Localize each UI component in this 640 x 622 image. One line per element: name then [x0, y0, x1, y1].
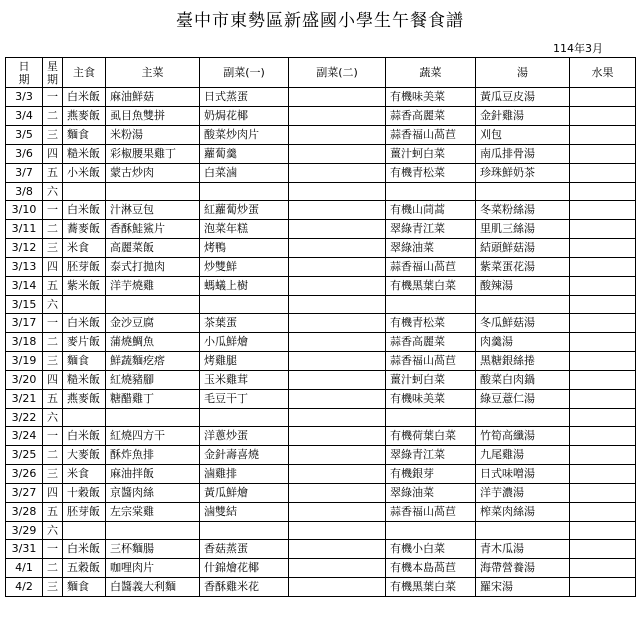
vegetable-cell: 有機山茼蒿 [386, 201, 476, 220]
date-cell: 3/19 [6, 352, 43, 371]
side-dish-1-cell: 炒雙鮮 [200, 258, 289, 277]
side-dish-2-cell [289, 503, 386, 522]
soup-cell: 珍珠鮮奶茶 [476, 164, 570, 183]
vegetable-cell: 有機味美菜 [386, 88, 476, 107]
staple-cell: 大麥飯 [63, 446, 106, 465]
staple-cell: 麵食 [63, 126, 106, 145]
staple-cell: 小米飯 [63, 164, 106, 183]
date-cell: 3/12 [6, 239, 43, 258]
soup-cell: 結頭鮮菇湯 [476, 239, 570, 258]
fruit-cell [570, 201, 636, 220]
header-weekday-label: 星期 [47, 59, 58, 86]
header-side2: 副菜(二) [289, 58, 386, 88]
weekday-cell: 四 [43, 145, 63, 164]
side-dish-1-cell: 金針壽喜燒 [200, 446, 289, 465]
main-dish-cell: 白醬義大利麵 [106, 578, 200, 597]
date-cell: 3/4 [6, 107, 43, 126]
side-dish-2-cell [289, 427, 386, 446]
staple-cell: 燕麥飯 [63, 390, 106, 409]
main-dish-cell: 彩椒腰果雞丁 [106, 145, 200, 164]
weekday-cell: 二 [43, 220, 63, 239]
main-dish-cell: 香酥鮭鯊片 [106, 220, 200, 239]
main-dish-cell: 鮮蔬麵疙瘩 [106, 352, 200, 371]
vegetable-cell [386, 296, 476, 314]
staple-cell: 米食 [63, 465, 106, 484]
table-row [6, 484, 636, 503]
side-dish-2-cell [289, 352, 386, 371]
fruit-cell [570, 88, 636, 107]
side-dish-1-cell: 泡菜年糕 [200, 220, 289, 239]
fruit-cell [570, 352, 636, 371]
side-dish-2-cell [289, 484, 386, 503]
main-dish-cell [106, 183, 200, 201]
date-cell: 4/1 [6, 559, 43, 578]
main-dish-cell: 金沙豆腐 [106, 314, 200, 333]
staple-cell: 白米飯 [63, 314, 106, 333]
weekday-cell: 一 [43, 88, 63, 107]
vegetable-cell: 蒜香福山萵苣 [386, 352, 476, 371]
side-dish-2-cell [289, 126, 386, 145]
soup-cell: 榨菜肉絲湯 [476, 503, 570, 522]
side-dish-1-cell: 烤鴨 [200, 239, 289, 258]
soup-cell: 海帶營養湯 [476, 559, 570, 578]
table-row [6, 465, 636, 484]
main-dish-cell: 紅燒四方干 [106, 427, 200, 446]
table-row [6, 126, 636, 145]
main-dish-cell [106, 409, 200, 427]
main-dish-cell: 米粉湯 [106, 126, 200, 145]
header-veg: 蔬菜 [386, 58, 476, 88]
vegetable-cell: 有機青松菜 [386, 164, 476, 183]
staple-cell: 胚芽飯 [63, 258, 106, 277]
side-dish-2-cell [289, 522, 386, 540]
period-label: 114年3月 [553, 42, 603, 55]
table-row [6, 446, 636, 465]
fruit-cell [570, 333, 636, 352]
vegetable-cell [386, 522, 476, 540]
main-dish-cell: 左宗棠雞 [106, 503, 200, 522]
vegetable-cell: 有機銀芽 [386, 465, 476, 484]
table-row [6, 239, 636, 258]
soup-cell: 酸菜白肉鍋 [476, 371, 570, 390]
soup-cell [476, 409, 570, 427]
staple-cell: 糙米飯 [63, 371, 106, 390]
main-dish-cell: 京醬肉絲 [106, 484, 200, 503]
staple-cell [63, 409, 106, 427]
main-dish-cell [106, 522, 200, 540]
vegetable-cell: 有機黑葉白菜 [386, 277, 476, 296]
fruit-cell [570, 484, 636, 503]
header-side1: 副菜(一) [200, 58, 289, 88]
weekday-cell: 一 [43, 201, 63, 220]
vegetable-cell: 翠綠青江菜 [386, 446, 476, 465]
weekday-cell: 三 [43, 126, 63, 145]
date-cell: 3/3 [6, 88, 43, 107]
side-dish-2-cell [289, 578, 386, 597]
table-row [6, 145, 636, 164]
fruit-cell [570, 164, 636, 183]
vegetable-cell: 有機黑葉白菜 [386, 578, 476, 597]
fruit-cell [570, 314, 636, 333]
vegetable-cell [386, 409, 476, 427]
soup-cell: 南瓜排骨湯 [476, 145, 570, 164]
weekday-cell: 六 [43, 409, 63, 427]
table-row [6, 352, 636, 371]
side-dish-1-cell: 紅蘿蔔炒蛋 [200, 201, 289, 220]
staple-cell: 白米飯 [63, 201, 106, 220]
fruit-cell [570, 540, 636, 559]
staple-cell: 燕麥飯 [63, 107, 106, 126]
weekday-cell: 二 [43, 446, 63, 465]
date-cell: 3/7 [6, 164, 43, 183]
soup-cell: 酸辣湯 [476, 277, 570, 296]
weekday-cell: 三 [43, 352, 63, 371]
main-dish-cell: 蒲燒鯛魚 [106, 333, 200, 352]
soup-cell: 綠豆薏仁湯 [476, 390, 570, 409]
menu-body [6, 88, 636, 597]
main-dish-cell: 麻油鮮菇 [106, 88, 200, 107]
side-dish-1-cell: 香菇蒸蛋 [200, 540, 289, 559]
soup-cell: 冬菜粉絲湯 [476, 201, 570, 220]
vegetable-cell [386, 183, 476, 201]
date-cell: 3/10 [6, 201, 43, 220]
side-dish-1-cell: 滷雞排 [200, 465, 289, 484]
staple-cell: 米食 [63, 239, 106, 258]
staple-cell [63, 296, 106, 314]
table-row [6, 578, 636, 597]
side-dish-2-cell [289, 333, 386, 352]
soup-cell: 紫菜蛋花湯 [476, 258, 570, 277]
soup-cell [476, 183, 570, 201]
date-cell: 3/21 [6, 390, 43, 409]
weekday-cell: 二 [43, 333, 63, 352]
side-dish-1-cell: 烤雞腿 [200, 352, 289, 371]
soup-cell: 九尾雞湯 [476, 446, 570, 465]
fruit-cell [570, 258, 636, 277]
vegetable-cell: 薑汁蚵白菜 [386, 371, 476, 390]
side-dish-1-cell: 酸菜炒肉片 [200, 126, 289, 145]
fruit-cell [570, 446, 636, 465]
date-cell: 3/6 [6, 145, 43, 164]
date-cell: 3/28 [6, 503, 43, 522]
vegetable-cell: 有機味美菜 [386, 390, 476, 409]
header-soup: 湯 [476, 58, 570, 88]
weekday-cell: 一 [43, 540, 63, 559]
side-dish-1-cell: 茶葉蛋 [200, 314, 289, 333]
side-dish-1-cell: 香酥雞米花 [200, 578, 289, 597]
soup-cell: 洋芋濃湯 [476, 484, 570, 503]
side-dish-2-cell [289, 371, 386, 390]
table-row [6, 258, 636, 277]
main-dish-cell: 汁淋豆包 [106, 201, 200, 220]
fruit-cell [570, 239, 636, 258]
date-cell: 3/22 [6, 409, 43, 427]
side-dish-2-cell [289, 314, 386, 333]
date-cell: 3/20 [6, 371, 43, 390]
staple-cell [63, 183, 106, 201]
fruit-cell [570, 522, 636, 540]
table-row [6, 503, 636, 522]
soup-cell: 刈包 [476, 126, 570, 145]
header-main: 主菜 [106, 58, 200, 88]
header-fruit: 水果 [570, 58, 636, 88]
weekday-cell: 五 [43, 164, 63, 183]
staple-cell: 胚芽飯 [63, 503, 106, 522]
date-cell: 3/8 [6, 183, 43, 201]
main-dish-cell: 酥炸魚排 [106, 446, 200, 465]
main-dish-cell: 糖醋雞丁 [106, 390, 200, 409]
header-date-label: 日期 [18, 59, 30, 86]
side-dish-1-cell: 玉米雞茸 [200, 371, 289, 390]
vegetable-cell: 有機荷葉白菜 [386, 427, 476, 446]
main-dish-cell: 洋芋燒雞 [106, 277, 200, 296]
side-dish-2-cell [289, 258, 386, 277]
fruit-cell [570, 277, 636, 296]
main-dish-cell: 麻油拌飯 [106, 465, 200, 484]
side-dish-1-cell: 洋蔥炒蛋 [200, 427, 289, 446]
main-dish-cell: 紅燒豬腳 [106, 371, 200, 390]
side-dish-1-cell: 螞蟻上樹 [200, 277, 289, 296]
fruit-cell [570, 126, 636, 145]
date-cell: 3/25 [6, 446, 43, 465]
fruit-cell [570, 390, 636, 409]
side-dish-1-cell: 滷雙結 [200, 503, 289, 522]
soup-cell: 里肌三絲湯 [476, 220, 570, 239]
staple-cell: 十穀飯 [63, 484, 106, 503]
vegetable-cell: 蒜香福山萵苣 [386, 126, 476, 145]
date-cell: 3/5 [6, 126, 43, 145]
weekday-cell: 四 [43, 484, 63, 503]
fruit-cell [570, 465, 636, 484]
staple-cell: 紫米飯 [63, 277, 106, 296]
header-date [6, 58, 43, 88]
weekday-cell: 五 [43, 277, 63, 296]
table-row [6, 314, 636, 333]
side-dish-2-cell [289, 164, 386, 183]
weekday-cell: 二 [43, 559, 63, 578]
table-row [6, 277, 636, 296]
soup-cell: 竹筍高纖湯 [476, 427, 570, 446]
date-cell: 3/26 [6, 465, 43, 484]
table-row [6, 409, 636, 427]
staple-cell [63, 522, 106, 540]
side-dish-2-cell [289, 390, 386, 409]
soup-cell: 羅宋湯 [476, 578, 570, 597]
date-cell: 3/29 [6, 522, 43, 540]
side-dish-2-cell [289, 296, 386, 314]
date-cell: 3/13 [6, 258, 43, 277]
weekday-cell: 五 [43, 503, 63, 522]
header-row [6, 58, 636, 88]
soup-cell [476, 296, 570, 314]
table-row [6, 390, 636, 409]
main-dish-cell: 三杯麵腸 [106, 540, 200, 559]
fruit-cell [570, 559, 636, 578]
weekday-cell: 四 [43, 258, 63, 277]
fruit-cell [570, 107, 636, 126]
menu-table [5, 57, 636, 597]
table-row [6, 427, 636, 446]
side-dish-1-cell: 小瓜鮮燴 [200, 333, 289, 352]
vegetable-cell: 翠綠油菜 [386, 484, 476, 503]
fruit-cell [570, 183, 636, 201]
staple-cell: 糙米飯 [63, 145, 106, 164]
side-dish-1-cell [200, 409, 289, 427]
side-dish-2-cell [289, 446, 386, 465]
vegetable-cell: 翠綠油菜 [386, 239, 476, 258]
side-dish-2-cell [289, 107, 386, 126]
side-dish-1-cell: 白菜滷 [200, 164, 289, 183]
main-dish-cell: 泰式打拋肉 [106, 258, 200, 277]
side-dish-2-cell [289, 540, 386, 559]
staple-cell: 白米飯 [63, 88, 106, 107]
side-dish-2-cell [289, 559, 386, 578]
date-cell: 3/24 [6, 427, 43, 446]
soup-cell: 黑糖銀絲捲 [476, 352, 570, 371]
side-dish-2-cell [289, 239, 386, 258]
main-dish-cell: 高麗菜飯 [106, 239, 200, 258]
side-dish-2-cell [289, 88, 386, 107]
fruit-cell [570, 427, 636, 446]
weekday-cell: 五 [43, 390, 63, 409]
table-row [6, 201, 636, 220]
staple-cell: 麵食 [63, 352, 106, 371]
side-dish-2-cell [289, 220, 386, 239]
weekday-cell: 三 [43, 239, 63, 258]
soup-cell: 日式味噌湯 [476, 465, 570, 484]
weekday-cell: 一 [43, 427, 63, 446]
side-dish-1-cell: 蘿蔔羹 [200, 145, 289, 164]
side-dish-1-cell: 黃瓜鮮燴 [200, 484, 289, 503]
side-dish-1-cell: 日式蒸蛋 [200, 88, 289, 107]
table-row [6, 559, 636, 578]
staple-cell: 白米飯 [63, 540, 106, 559]
vegetable-cell: 蒜香福山萵苣 [386, 503, 476, 522]
date-cell: 3/27 [6, 484, 43, 503]
main-dish-cell: 蒙古炒肉 [106, 164, 200, 183]
fruit-cell [570, 371, 636, 390]
date-cell: 4/2 [6, 578, 43, 597]
main-dish-cell: 咖哩肉片 [106, 559, 200, 578]
date-cell: 3/15 [6, 296, 43, 314]
date-cell: 3/14 [6, 277, 43, 296]
side-dish-1-cell [200, 296, 289, 314]
fruit-cell [570, 145, 636, 164]
soup-cell: 青木瓜湯 [476, 540, 570, 559]
header-staple: 主食 [63, 58, 106, 88]
weekday-cell: 四 [43, 371, 63, 390]
side-dish-2-cell [289, 201, 386, 220]
table-row [6, 333, 636, 352]
main-dish-cell [106, 296, 200, 314]
date-cell: 3/11 [6, 220, 43, 239]
side-dish-2-cell [289, 409, 386, 427]
vegetable-cell: 有機青松菜 [386, 314, 476, 333]
side-dish-1-cell: 奶焗花椰 [200, 107, 289, 126]
table-row [6, 371, 636, 390]
table-row [6, 107, 636, 126]
side-dish-2-cell [289, 277, 386, 296]
soup-cell: 黃瓜豆皮湯 [476, 88, 570, 107]
weekday-cell: 三 [43, 465, 63, 484]
table-row [6, 540, 636, 559]
header-weekday [43, 58, 63, 88]
vegetable-cell: 有機本島萵苣 [386, 559, 476, 578]
fruit-cell [570, 503, 636, 522]
fruit-cell [570, 220, 636, 239]
weekday-cell: 一 [43, 314, 63, 333]
table-row [6, 296, 636, 314]
page-title: 臺中市東勢區新盛國小學生午餐食譜 [176, 11, 464, 31]
vegetable-cell: 薑汁蚵白菜 [386, 145, 476, 164]
fruit-cell [570, 296, 636, 314]
soup-cell: 冬瓜鮮菇湯 [476, 314, 570, 333]
side-dish-2-cell [289, 145, 386, 164]
main-dish-cell: 虱目魚雙拼 [106, 107, 200, 126]
staple-cell: 麥片飯 [63, 333, 106, 352]
vegetable-cell: 翠綠青江菜 [386, 220, 476, 239]
fruit-cell [570, 409, 636, 427]
weekday-cell: 六 [43, 296, 63, 314]
side-dish-2-cell [289, 183, 386, 201]
table-row [6, 522, 636, 540]
vegetable-cell: 蒜香福山萵苣 [386, 258, 476, 277]
table-row [6, 183, 636, 201]
staple-cell: 五穀飯 [63, 559, 106, 578]
vegetable-cell: 蒜香高麗菜 [386, 107, 476, 126]
weekday-cell: 三 [43, 578, 63, 597]
staple-cell: 麵食 [63, 578, 106, 597]
side-dish-1-cell: 毛豆干丁 [200, 390, 289, 409]
table-row [6, 164, 636, 183]
side-dish-2-cell [289, 465, 386, 484]
date-cell: 3/18 [6, 333, 43, 352]
vegetable-cell: 蒜香高麗菜 [386, 333, 476, 352]
vegetable-cell: 有機小白菜 [386, 540, 476, 559]
table-row [6, 88, 636, 107]
fruit-cell [570, 578, 636, 597]
staple-cell: 蕎麥飯 [63, 220, 106, 239]
weekday-cell: 二 [43, 107, 63, 126]
date-cell: 3/31 [6, 540, 43, 559]
soup-cell: 金針雞湯 [476, 107, 570, 126]
side-dish-1-cell [200, 183, 289, 201]
date-cell: 3/17 [6, 314, 43, 333]
staple-cell: 白米飯 [63, 427, 106, 446]
weekday-cell: 六 [43, 183, 63, 201]
soup-cell [476, 522, 570, 540]
soup-cell: 肉羹湯 [476, 333, 570, 352]
side-dish-1-cell [200, 522, 289, 540]
side-dish-1-cell: 什錦燴花椰 [200, 559, 289, 578]
table-row [6, 220, 636, 239]
weekday-cell: 六 [43, 522, 63, 540]
